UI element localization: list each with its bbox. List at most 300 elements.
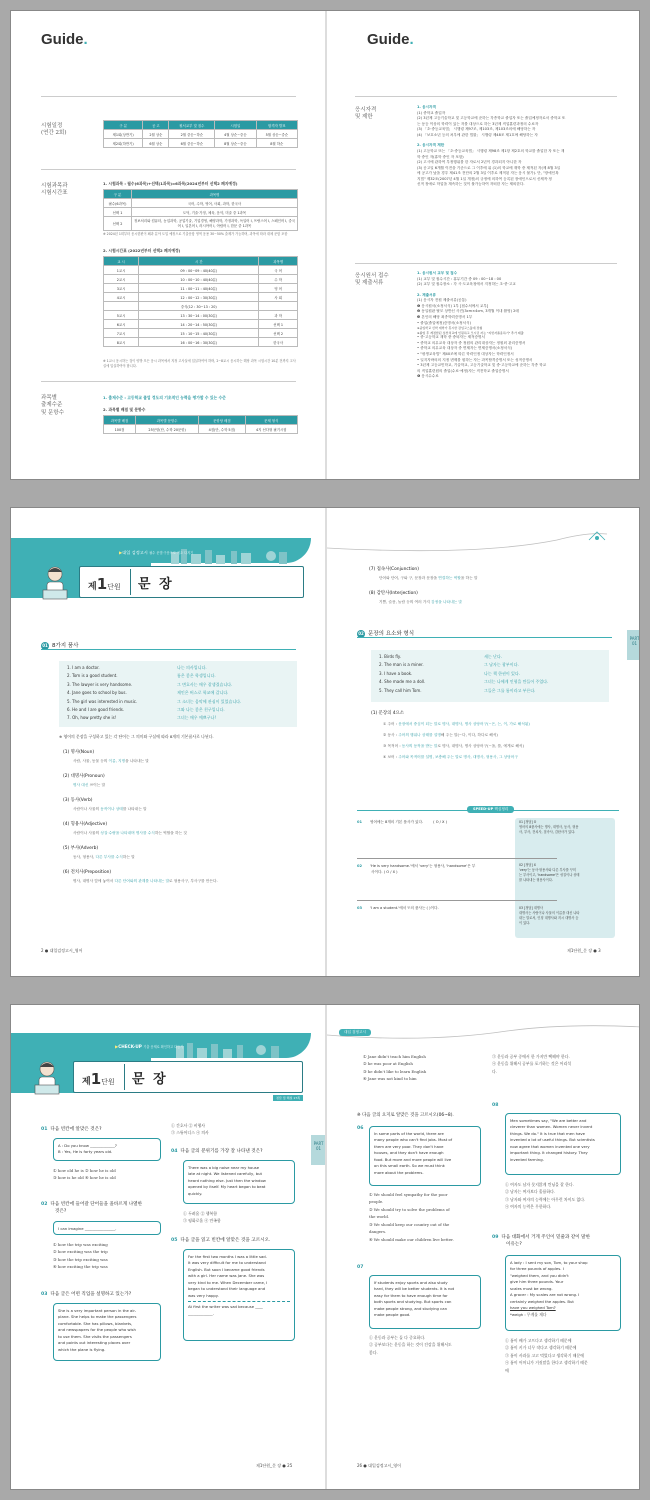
box-line: plane. She helps to make the passengers bbox=[58, 1314, 137, 1320]
page-footer: 제1단원_문 장 ● 25 bbox=[256, 1463, 293, 1468]
example-ko: 그 남자는 광부이다. bbox=[484, 662, 519, 668]
student-illustration bbox=[39, 564, 71, 604]
question-05 bbox=[171, 1237, 271, 1243]
table-cell: 사 회 bbox=[259, 293, 298, 302]
example-ko: 나는 의사입니다. bbox=[177, 665, 207, 670]
desc-part: 로 형용사구, 부사구를 만든다. bbox=[169, 879, 218, 883]
box-line: If students enjoy sports and also study bbox=[374, 1280, 448, 1285]
unit-title-box bbox=[73, 1061, 303, 1093]
box-line: scales must be wrong. bbox=[510, 1285, 553, 1291]
box-line: easy for them to have enough time for bbox=[374, 1292, 448, 1298]
example-row bbox=[67, 664, 289, 672]
desc-highlight: 명사 대신 bbox=[73, 783, 89, 787]
example-row bbox=[379, 687, 601, 695]
speedup-divider bbox=[357, 900, 557, 901]
pos-desc bbox=[379, 600, 462, 605]
question-number: 02 bbox=[41, 1202, 48, 1207]
option-line[interactable]: ③ how the trip exciting was bbox=[53, 1256, 108, 1262]
spread-checkup bbox=[10, 1004, 640, 1490]
question-07-box bbox=[369, 1275, 481, 1329]
table-header-row bbox=[104, 190, 298, 199]
table-header: 과목명 bbox=[259, 257, 298, 266]
answer-reference-tab: 정답 및 해설 17쪽 bbox=[273, 1095, 303, 1101]
option-line[interactable]: ③ how is he old ④ how he is old bbox=[53, 1175, 116, 1181]
table-cell: 3교시 bbox=[104, 284, 139, 293]
desc-highlight: 문장에서 중심이 되는 말 bbox=[398, 722, 438, 726]
box-line: them are very poor. They don't have bbox=[374, 1143, 444, 1149]
example-ko: 그녀는 매우 예쁘구나! bbox=[177, 715, 216, 721]
table-cell: 제2회(하반기) bbox=[104, 139, 143, 148]
table-header: 합격자 발표 bbox=[256, 121, 297, 130]
box-line: invented a lot of useful things. But scientists bbox=[510, 1137, 595, 1143]
box-line: give him three pounds. Your bbox=[510, 1279, 564, 1285]
option-line[interactable]: ① Jane didn't teach him English bbox=[363, 1054, 426, 1059]
speedup-q: 'I am a student.'에서 'I'의 품사는 ( )이다. bbox=[370, 906, 439, 910]
option-line[interactable]: ④ 여자의 능력은 무한하다. bbox=[505, 1204, 552, 1210]
box-line: There was a big noise near my house bbox=[188, 1165, 260, 1170]
speedup-mark: 사이다. ( O / X ) bbox=[371, 870, 398, 875]
table-cell: 6월 중순~하순 bbox=[169, 139, 215, 148]
speedup-num: 01 bbox=[357, 820, 363, 824]
table-header: 과목별 문항수 bbox=[136, 416, 199, 425]
pos-desc bbox=[73, 855, 135, 860]
option-line[interactable]: 에 bbox=[505, 1367, 509, 1373]
desc-part: 로 명사, 대명사, 명사 상당어구(~을, 를, 에게로 해석) bbox=[437, 744, 524, 748]
timetable-title: 2. 시험시간표 (2022년부터 선택2 폐지예정) bbox=[103, 248, 181, 253]
question-number: 09 bbox=[492, 1235, 499, 1240]
question-09-options bbox=[505, 1337, 588, 1374]
speedup-answer bbox=[519, 863, 579, 883]
example-ko: 그 소녀는 음악에 관심이 있었습니다. bbox=[177, 698, 242, 704]
option-line[interactable]: ① 톰이 배가 고프다고 생각하기 때문에 bbox=[505, 1338, 572, 1343]
table-cell: 4교시 bbox=[104, 293, 139, 302]
option-line[interactable]: dangers. bbox=[369, 1229, 387, 1235]
unit-title-box bbox=[79, 566, 304, 598]
answer-line: 이 있다. bbox=[519, 920, 531, 925]
question-number: 06 bbox=[357, 1126, 364, 1131]
table-cell: 100점 bbox=[104, 425, 136, 434]
unit-title: 문 장 bbox=[132, 1072, 168, 1087]
qualification-block bbox=[417, 105, 617, 188]
desc-highlight: 주어의 행위나 상태를 설명 bbox=[398, 733, 441, 737]
text-line: 지법" 제32조(2007년 4월 1일 개정)의 규정에 의하여 등록된 장애인으로서 신체적·정 bbox=[417, 176, 552, 181]
table-cell: 8월 하순 bbox=[256, 139, 297, 148]
option-line[interactable]: ③ he didn't like to learn English bbox=[363, 1068, 427, 1074]
example-en: 4. She made me a doll. bbox=[379, 679, 426, 685]
guide-text: Guide bbox=[41, 31, 84, 48]
table-cell: 8교시 bbox=[104, 338, 139, 347]
option-line[interactable]: ② 공부보다는 운동을 하는 것이 건강을 위해서도 bbox=[369, 1342, 452, 1348]
example-row bbox=[379, 670, 601, 678]
label-line: 시험일정 bbox=[41, 123, 63, 129]
option-line[interactable]: ④ how exciting the trip was bbox=[53, 1264, 108, 1270]
answer-line: 01 [정답] O bbox=[519, 820, 537, 824]
table-cell: 15 : 10~15 : 40(30분) bbox=[139, 329, 259, 338]
timetable bbox=[103, 256, 298, 347]
desc-part: 명사, 대명사 앞에 놓여서 bbox=[73, 879, 115, 883]
table-cell: 선택 1 bbox=[104, 208, 132, 217]
option-line[interactable]: ② 톰이 키가 너무 작다고 생각하기 때문에 bbox=[505, 1345, 577, 1351]
box-line: A : Do you know _____________? bbox=[58, 1143, 117, 1148]
page-checkup-right bbox=[327, 1005, 640, 1489]
table-cell: 1교시 bbox=[104, 266, 139, 275]
label-line: 및 제한 bbox=[355, 114, 373, 121]
desc-highlight: 연결하는 역할 bbox=[438, 576, 461, 580]
speedup-mark: ( O / X ) bbox=[433, 820, 448, 824]
desc-part: 하는 말 bbox=[122, 855, 135, 859]
option-line[interactable]: ② 남자는 여자보다 훌륭하다. bbox=[505, 1189, 556, 1195]
example-ko: 나는 책 한권이 있다. bbox=[484, 670, 520, 676]
example-en: 5. The girl was interested in music. bbox=[67, 698, 138, 704]
banner-small-text: 대입 검정고시 bbox=[122, 550, 148, 555]
option-line[interactable]: ① 두려움 ② 행복함 bbox=[183, 1211, 218, 1216]
part-tab: PART 01 bbox=[311, 1135, 326, 1165]
page-checkup-left bbox=[11, 1005, 326, 1489]
table-header: 시 간 bbox=[139, 257, 259, 266]
text-line: ❶ 응시원서(소정서식) 1부 [접수처에서 교부] bbox=[417, 303, 489, 308]
box-line bbox=[188, 1301, 290, 1302]
student-reading-icon bbox=[39, 564, 71, 604]
example-box bbox=[371, 650, 609, 702]
box-line: A lady : I sent my son, Tom, to your shop bbox=[510, 1260, 588, 1265]
box-line: was very happy. bbox=[188, 1292, 219, 1298]
table-cell: 정보처리와 컴퓨터, 농업과학, 공업기술, 기업경영, 해양과학, 가정과학, 독일어 I, 프랑스어 I, 스페인어 I, 중국어 I, 일본어 I, 러시아어 I, 아랍어 I, 한문 중 1과목 bbox=[132, 217, 298, 231]
text-line: • 중·고등학교 재학 중 중퇴자는 제적증명서 bbox=[417, 335, 485, 340]
text-line: (2) 고시에 관하여 부정행위를 한 자로서 2년이 경과되지 아니한 자 bbox=[417, 160, 522, 165]
text-line: (1) 교부 및 접수시간 : 휴무기간 중 09 : 00~18 : 00 bbox=[417, 276, 502, 281]
unit-number bbox=[88, 575, 121, 593]
option-line[interactable]: ④ Jane was not kind to him bbox=[363, 1076, 417, 1082]
box-line: for three pounds of apples. I bbox=[510, 1266, 564, 1272]
pos-heading: (2) 대명사(Pronoun) bbox=[63, 774, 105, 779]
option-line[interactable]: ③ 운동과 공부 중에서 한 가지만 택해야 한다. bbox=[492, 1054, 570, 1059]
table-row bbox=[104, 311, 298, 320]
question-number: 05 bbox=[171, 1238, 178, 1243]
label-line: 및 제출서류 bbox=[355, 280, 384, 287]
option-line[interactable]: ② We should try to solve the problems of bbox=[369, 1206, 450, 1212]
desc-part: ③ 목적어 : bbox=[383, 744, 402, 748]
answer-line: 'very'는 동사·형용사와 다른 부사를 꾸미 bbox=[519, 867, 576, 872]
table-header: 구 분 bbox=[104, 190, 132, 199]
table-header: 문항당 배점 bbox=[199, 416, 245, 425]
unit-prefix: 제 bbox=[82, 1077, 91, 1087]
pos-desc bbox=[73, 831, 187, 836]
question-number: 07 bbox=[357, 1265, 364, 1270]
unit-title: 문 장 bbox=[138, 577, 174, 592]
desc-part: 을 나타내는 말 bbox=[125, 759, 149, 763]
banner-arrow-icon: ▶ bbox=[115, 1044, 119, 1049]
table-cell bbox=[104, 302, 139, 311]
subjects-table bbox=[103, 189, 298, 231]
box-line: and newspapers for the people who wish bbox=[58, 1327, 136, 1333]
example-ko: 그와 나는 좋은 친구입니다. bbox=[177, 706, 225, 712]
pos-heading: (6) 전치사(Preposition) bbox=[63, 870, 112, 875]
text-line: (2) 교부 및 접수장소 : 각 시·도교육청에서 지정하는 초·중·고교 bbox=[417, 282, 516, 287]
divider bbox=[41, 96, 296, 97]
option-line[interactable]: ③ We should keep our country out of the bbox=[369, 1221, 450, 1227]
option-line[interactable]: people. bbox=[369, 1199, 384, 1205]
table-cell: 수 학 bbox=[259, 275, 298, 284]
label-line: 응시원서 접수 bbox=[355, 273, 389, 279]
table-cell: 선택 2 bbox=[104, 217, 132, 231]
table-cell: 16 : 00~16 : 30(30분) bbox=[139, 338, 259, 347]
box-line: now agree that women invented one very bbox=[510, 1143, 590, 1149]
box-line: things. We do." It is true that men have bbox=[510, 1130, 585, 1136]
table-cell: 13 : 30~14 : 00(30분) bbox=[139, 311, 259, 320]
speedup-q: 영어에는 8개의 기본 품사가 있다. bbox=[370, 820, 424, 824]
question-09-box bbox=[505, 1255, 621, 1331]
table-cell: 09 : 00~09 : 40(40분) bbox=[139, 266, 259, 275]
speedup-title: SPEED-UP bbox=[473, 807, 494, 811]
desc-part: 로 명사, 대명사, 명사 상당어구(~은, 는, 이, 가로 해석됨) bbox=[437, 722, 530, 726]
text-line: (1) 응시자 전원 제출서류(공통) bbox=[417, 298, 467, 303]
speedup-badge bbox=[467, 806, 514, 813]
option-line[interactable]: the world. bbox=[369, 1214, 390, 1220]
speedup-question bbox=[357, 863, 475, 875]
box-line: *weigh : 무게를 재다 bbox=[510, 1311, 547, 1317]
table-cell: 2교시 bbox=[104, 275, 139, 284]
example-en: 2. Tom is a good student. bbox=[67, 673, 118, 679]
text-line: • 3년제 고등교민학교, 기술학교, 고등기술학교 및 중·고등학교에 준하는 각종 학교 bbox=[417, 363, 547, 368]
desc-part: 사람, 사물, 동물 등의 bbox=[73, 759, 109, 763]
option-line[interactable]: ② how exciting was the trip bbox=[53, 1249, 108, 1255]
box-line: and points out interesting places over bbox=[58, 1340, 131, 1346]
subjects-title: 1. 시험과목 : 필수(6과목)+선택(1과목)=6과목(2024년부터 선택2 폐지예정) bbox=[103, 181, 238, 186]
page-footer: 26 ● 대입검정고시_영어 bbox=[357, 1463, 402, 1468]
option-line[interactable]: ① how old he is ② how he is old bbox=[53, 1168, 116, 1173]
page-footer: 2 ● 대입검정고시_영어 bbox=[41, 948, 83, 953]
box-line: make people good. bbox=[374, 1312, 411, 1318]
student-thinking-icon bbox=[31, 1059, 63, 1099]
example-en: 3. I have a book. bbox=[379, 670, 413, 676]
box-line: "weighed them, and you didn't bbox=[510, 1272, 569, 1278]
box-line: It was very difficult for me to understand bbox=[188, 1260, 266, 1266]
table-cell: 선택 1 bbox=[259, 320, 298, 329]
text-line: (1) 고등학교 또는 「초·중등교육법」 시행령 제98조 제1항 제2호의 학교를 졸업한 자 또는 재 bbox=[417, 148, 565, 153]
header-tab: 대입 검정고시 bbox=[339, 1029, 371, 1036]
banner-subtitle: 기출 문제로 확인하고 다듬기 bbox=[143, 1045, 184, 1049]
table-row bbox=[104, 284, 298, 293]
label-line: (연간 2회) bbox=[41, 130, 67, 137]
answer-line: 영어의 8품사에는 명사, 대명사, 동사, 형용 bbox=[519, 824, 579, 829]
box-line: invented farming. bbox=[510, 1156, 544, 1162]
section-rule bbox=[41, 649, 296, 650]
desc-highlight: 다른 부사를 수식 bbox=[95, 855, 123, 859]
question-08-options bbox=[505, 1181, 585, 1211]
elements-heading: (1) 문장의 4요소 bbox=[371, 711, 405, 716]
example-ko: 제인은 버스로 학교에 갑니다. bbox=[177, 690, 229, 696]
banner-subtitle: 필수 문법·구문으로 기초 다지기 bbox=[149, 551, 194, 555]
table-row bbox=[104, 320, 298, 329]
text-line: (2) 3년제 고등기술학교 및 고등학교에 준하는 각종학교 졸업자 또는 졸업예정자로서 중학교 또 bbox=[417, 116, 566, 121]
option-line[interactable]: ① 간호사 ② 비행사 bbox=[171, 1123, 206, 1128]
speedup-divider bbox=[357, 858, 557, 859]
box-line: English. But soon I became good friends bbox=[188, 1266, 265, 1272]
option-line[interactable]: ① how the trip was exciting bbox=[53, 1242, 108, 1247]
table-cell: 과 학 bbox=[259, 311, 298, 320]
table-cell: 5교시 bbox=[104, 311, 139, 320]
text-line: 에 공고가 났을 경우 제41조 전단의 2월 3일 이후로 제적된 자는 응시 불가). 단, "장애인복 bbox=[417, 171, 559, 176]
table-row bbox=[104, 199, 298, 208]
example-row bbox=[67, 672, 289, 680]
option-line[interactable]: 다. bbox=[492, 1068, 497, 1074]
table-row bbox=[104, 329, 298, 338]
option-line[interactable]: ④ 운동을 위해서 공부를 포기하는 것은 어리석 bbox=[492, 1061, 571, 1067]
option-line[interactable]: ③ 스튜어디스 ④ 의사 bbox=[171, 1130, 209, 1136]
spread-guide bbox=[10, 10, 640, 480]
divider bbox=[355, 96, 617, 97]
page-guide-right bbox=[327, 11, 640, 479]
desc-part: 사람이나 사물의 bbox=[73, 807, 101, 811]
box-line: At first the writer was sad because ____ bbox=[188, 1304, 263, 1310]
question-08 bbox=[492, 1103, 501, 1108]
table-cell: 영 어 bbox=[259, 284, 298, 293]
question-02-box bbox=[53, 1221, 161, 1235]
example-ko: 그 변호사는 매우 잘생겼습니다. bbox=[177, 681, 233, 687]
application-title: 1. 응시원서 교부 및 접수 bbox=[417, 271, 458, 275]
option-line[interactable]: ③ 평화로움 ④ 만족함 bbox=[183, 1218, 221, 1224]
box-line: food. But more and more people will live bbox=[374, 1156, 452, 1162]
desc-part: ① 주어 : bbox=[383, 722, 399, 726]
question-06-options bbox=[369, 1191, 454, 1243]
spread-unit-lesson bbox=[10, 507, 640, 977]
answer-line: 내는 말로서, 인칭 대명사와 지시 대명사 등 bbox=[519, 915, 579, 920]
desc-part: 을 하는 말 bbox=[460, 576, 478, 580]
limit-title: 2. 응시자격 제한 bbox=[417, 143, 445, 148]
text-line: (1) 중학교 졸업자 bbox=[417, 110, 446, 115]
intro-note: ※ 영어의 문장을 구성하고 있는 각 단어는 그 의미와 구실에 따라 8개의 기본품사로 나뉜다. bbox=[59, 734, 214, 739]
example-row bbox=[67, 689, 289, 697]
desc-part: 사람이나 사물의 bbox=[73, 831, 101, 835]
question-07-options bbox=[369, 1334, 452, 1356]
question-text: 다음 글은 어떤 직업을 설명하고 있는가? bbox=[50, 1292, 132, 1297]
box-line: For the first two months I was a little sad. bbox=[188, 1254, 267, 1259]
table-cell: 4점(단, 수학 5점) bbox=[199, 425, 245, 434]
answer-line: 사, 부사, 전치사, 접속사, 감탄사가 있다. bbox=[519, 829, 576, 834]
table-cell: 12 : 00~12 : 30(30분) bbox=[139, 293, 259, 302]
option-line[interactable]: ③ 남자와 여자의 능력에는 아무런 차이도 없다. bbox=[505, 1196, 586, 1202]
speedup-subtitle: 핵심정리 bbox=[494, 807, 509, 811]
pos-heading: (1) 명사(Noun) bbox=[63, 750, 95, 755]
guide-text: Guide bbox=[367, 31, 410, 48]
answer-line: 를 나타내는 형용사이다. bbox=[519, 877, 553, 882]
question-02-options bbox=[53, 1241, 108, 1271]
banner-label bbox=[119, 550, 193, 556]
desc-highlight: 이름, 지명 bbox=[108, 759, 126, 763]
table-row bbox=[104, 293, 298, 302]
question-04-options bbox=[183, 1210, 221, 1225]
text-line: ※중입학교 신학 재학가 휴시한 감입고스틀예 전형 bbox=[417, 326, 483, 331]
option-line[interactable]: ③ 톰이 사과를 고고 먹었다고 생각하기 때문에 bbox=[505, 1352, 584, 1358]
table-row bbox=[104, 139, 298, 148]
banner-label bbox=[115, 1044, 183, 1049]
part-tab: PART 01 bbox=[627, 630, 640, 660]
question-07-options-cont bbox=[492, 1053, 571, 1075]
timetable-note: ※ 1교시 응시하는 것이 양방 모든 응시 과목에서 지정 고사실에 입실하여야 하며, 2~8교시 응시하는 해당 과목 시험시간 10분 전까지 고사실에 입실하여야 합니다. bbox=[103, 359, 296, 368]
table-row bbox=[104, 275, 298, 284]
desc-highlight: 동사의 동작을 받는 말 bbox=[401, 744, 438, 748]
box-line: quickly. bbox=[188, 1190, 203, 1196]
pos-desc bbox=[73, 783, 105, 788]
text-line: 학 중인 자(휴학 중인 자 포함) bbox=[417, 154, 464, 159]
option-line[interactable]: ① We should feel sympathy for the poor bbox=[369, 1192, 448, 1197]
speedup-answer bbox=[519, 820, 578, 835]
wave-decoration-icon bbox=[327, 528, 640, 558]
question-02 bbox=[41, 1201, 142, 1216]
example-en: 3. The lawyer is very handsome. bbox=[67, 681, 133, 687]
example-en: 1. I am a doctor. bbox=[67, 665, 100, 670]
question-06 bbox=[357, 1126, 366, 1131]
pos-heading: (3) 동사(Verb) bbox=[63, 798, 93, 803]
box-line: comfortable. She has pillows, blankets, bbox=[58, 1320, 133, 1326]
unit-suffix: 단원 bbox=[107, 583, 121, 591]
table-header: 과목명 bbox=[132, 190, 298, 199]
desc-part: 단어와 단어, 구와 구, 문장과 문장을 bbox=[379, 576, 439, 580]
section-label-schedule bbox=[41, 123, 66, 138]
question-text: 다음 빈칸에 들어갈 단어들을 올바르게 나열한 bbox=[50, 1202, 143, 1207]
table-cell: 10 : 00~10 : 40(40분) bbox=[139, 275, 259, 284]
element-line bbox=[383, 722, 530, 727]
table-header: 시험일 bbox=[215, 121, 256, 130]
desc-part: 쓰이는 말 bbox=[88, 783, 106, 787]
section-label-subjects bbox=[41, 183, 68, 198]
divider bbox=[41, 381, 296, 382]
example-en: 2. The man is a miner. bbox=[379, 662, 424, 668]
element-line bbox=[383, 755, 518, 760]
box-line: more about the problems. bbox=[374, 1169, 424, 1175]
pos-desc bbox=[73, 879, 218, 884]
desc-part: 해 주는 말로 명사, 대명사, 형용사, 그 상당어구 bbox=[442, 755, 518, 759]
table-header: 문제 형식 bbox=[245, 416, 297, 425]
unit-divider bbox=[124, 1064, 125, 1090]
example-en: 5. They call him Tom. bbox=[379, 687, 422, 693]
example-en: 6. He and I are good friends. bbox=[67, 706, 125, 712]
text-line: (3) 「초·중등교육법」 시행령 제97조, 제103조, 제103조의에 해당하는 자 bbox=[417, 127, 536, 132]
section-title: 문장의 요소와 형식 bbox=[368, 631, 415, 637]
level-title: 1. 출제수준 : 고등학교 졸업 정도의 기초적인 능력을 평가할 수 있는 수준 bbox=[103, 395, 226, 400]
table-header: 공 고 bbox=[143, 121, 169, 130]
count-table bbox=[103, 415, 298, 434]
box-line: have you weighed Tom? bbox=[510, 1305, 556, 1311]
option-line[interactable]: ① 운동과 공부는 둘 다 중요하다. bbox=[369, 1335, 426, 1340]
guide-heading bbox=[367, 31, 414, 48]
table-cell: 14 : 20~14 : 50(30분) bbox=[139, 320, 259, 329]
box-line: She is a very important person in the air- bbox=[58, 1308, 137, 1313]
text-line: ❹ 응시수수료 bbox=[417, 374, 439, 379]
section-rule bbox=[357, 637, 612, 638]
question-04 bbox=[171, 1148, 263, 1154]
option-line[interactable]: 좋다. bbox=[369, 1349, 378, 1355]
desc-part: 동사, 형용사, bbox=[73, 855, 96, 859]
table-row bbox=[104, 266, 298, 275]
example-ko: 그녀는 나에게 인형을 만들어 주었다. bbox=[484, 679, 549, 685]
option-line[interactable]: ④ We should make our children live better. bbox=[369, 1236, 454, 1242]
text-line: ※졸업 후 계정함된 섬선처교에 인원하고 모시던 자는 "지번자졸용하기" 추가 제출 bbox=[417, 330, 524, 335]
desc-part: ④ 보어 : bbox=[383, 755, 399, 759]
box-line: opened by itself. My heart began to beat bbox=[188, 1184, 266, 1190]
option-line[interactable]: ② he was poor at English bbox=[363, 1061, 413, 1067]
table-row bbox=[104, 425, 298, 434]
question-text: 다음 글의 분위기를 가장 잘 나타낸 것은? bbox=[180, 1149, 263, 1154]
wave-decoration-icon bbox=[327, 1015, 640, 1045]
option-line[interactable]: ④ 톰이 어머니가 거짓말을 한다고 생각하기 때문 bbox=[505, 1360, 588, 1366]
text-line: (3) 공고일 6개월 이전을 기준으로 그 이후에 위 (1)의 학교에 재학 중 제적된 자(제 8월 3일 bbox=[417, 165, 561, 170]
page-guide-left bbox=[11, 11, 326, 479]
table-cell: 선택 2 bbox=[259, 329, 298, 338]
option-line[interactable]: ① 여자도 남자 못지않게 컨닝을 잘 한다. bbox=[505, 1182, 574, 1187]
example-row bbox=[67, 706, 289, 714]
documents-title: 2. 제출서류 bbox=[417, 292, 437, 297]
